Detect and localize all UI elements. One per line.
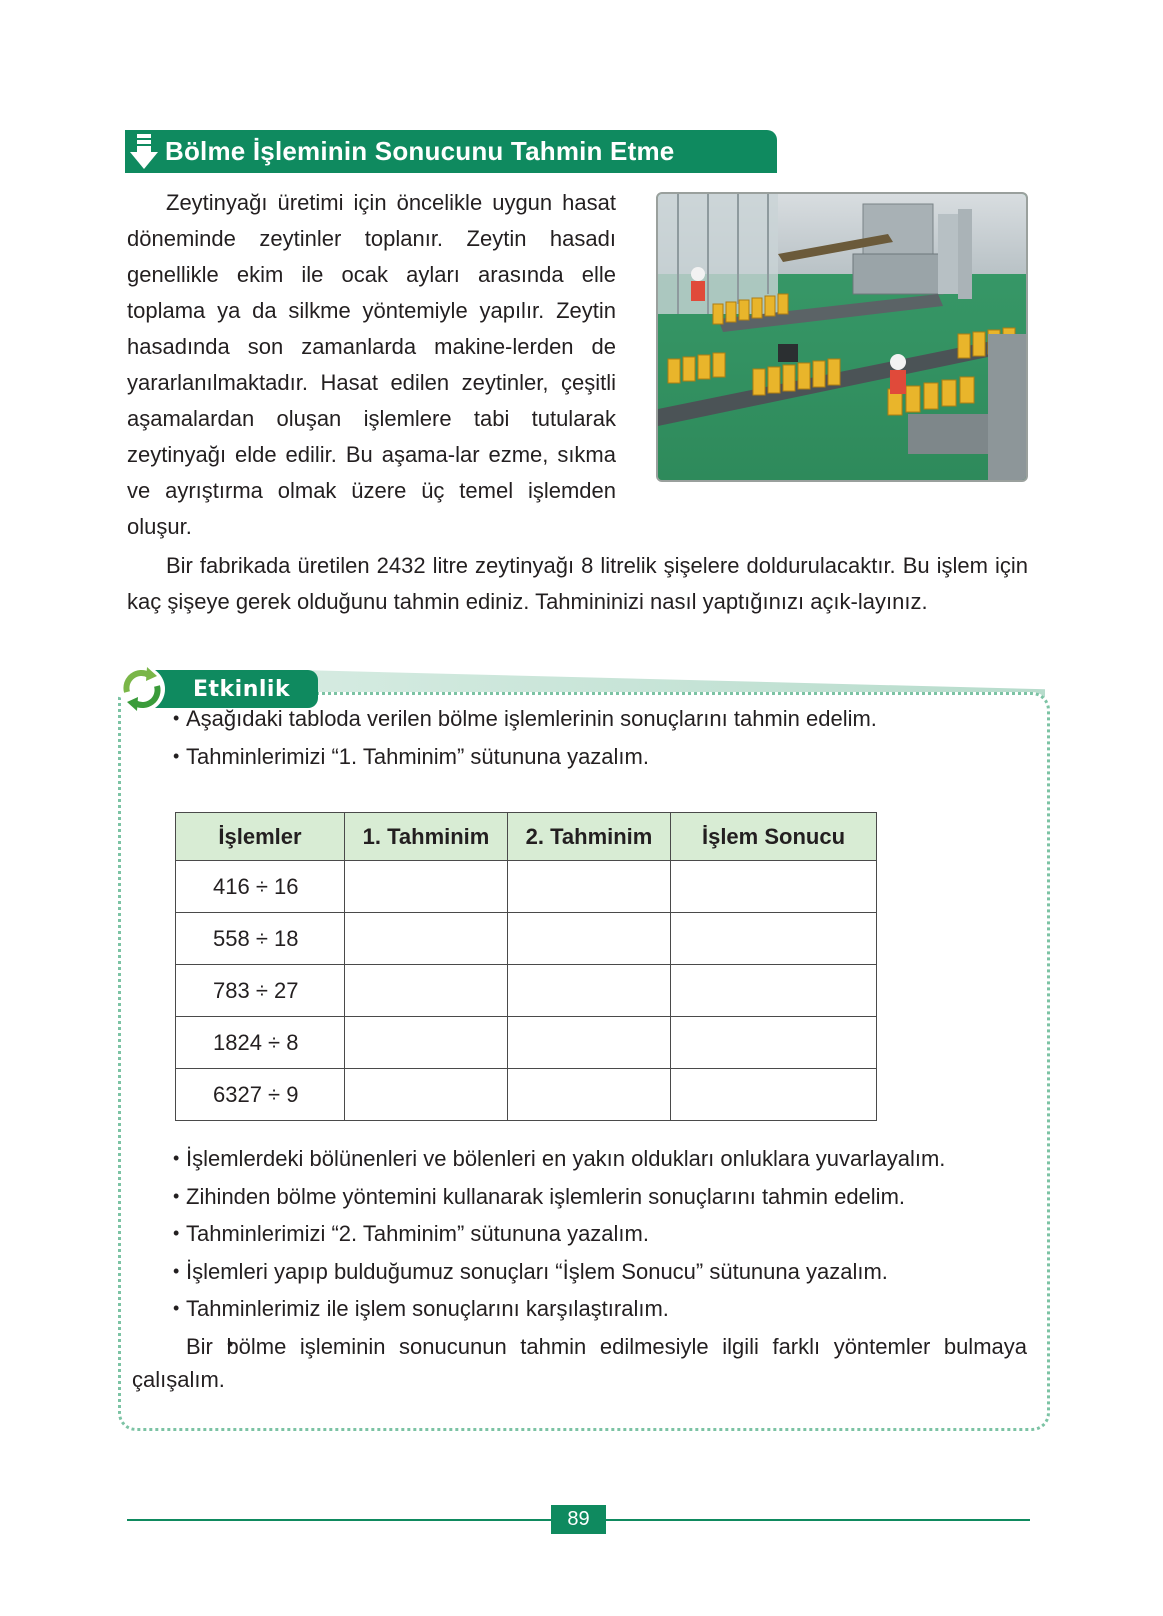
list-item: • Bir bölme işleminin sonucunun tahmin edilmesiyle ilgili farklı yöntemler bulmaya çalışalım.	[132, 1328, 1027, 1396]
footer-line-right	[606, 1519, 1030, 1521]
list-item: • Tahminlerimizi “1. Tahminim” sütununa yazalım.	[132, 738, 1032, 776]
estimate-2-cell[interactable]	[508, 1069, 671, 1121]
estimate-1-cell[interactable]	[345, 965, 508, 1017]
table-row	[176, 1017, 877, 1069]
table-header: 2. Tahminim	[508, 813, 671, 861]
estimate-1-cell[interactable]	[345, 861, 508, 913]
operation-cell: 783 ÷ 27	[176, 965, 345, 1017]
activity-bullets-bottom	[132, 1140, 1032, 1396]
list-item: • Tahminlerimiz ile işlem sonuçlarını karşılaştıralım.	[132, 1290, 1032, 1328]
intro-text: Zeytinyağı üretimi için öncelikle uygun hasat döneminde zeytinler toplanır. Zeytin hasadı genellikle ekim ile ocak ayları arasında elle toplama ya da silkme yöntemiyle yapılır. Zeytin hasadında son zamanlarda makine-lerden de yararlanılmaktadır. Hasat edilen zeytinler, çeşitli aşamalardan oluşan işlemlere tabi tutularak zeytinyağı elde edilir. Bu aşama-lar ezme, sıkma ve ayrıştırma olmak üzere üç temel işlemden oluşur.	[127, 190, 616, 539]
estimate-2-cell[interactable]	[508, 1017, 671, 1069]
estimate-2-cell[interactable]	[508, 913, 671, 965]
result-cell[interactable]	[671, 1017, 877, 1069]
table-row	[176, 913, 877, 965]
estimate-2-cell[interactable]	[508, 965, 671, 1017]
list-item: • İşlemlerdeki bölünenleri ve bölenleri en yakın oldukları onluklara yuvarlayalım.	[132, 1140, 1032, 1178]
result-cell[interactable]	[671, 861, 877, 913]
table-header-row	[176, 813, 877, 861]
down-arrow-icon	[125, 130, 163, 173]
estimate-1-cell[interactable]	[345, 1017, 508, 1069]
estimate-2-cell[interactable]	[508, 861, 671, 913]
estimate-1-cell[interactable]	[345, 913, 508, 965]
operation-cell: 1824 ÷ 8	[176, 1017, 345, 1069]
list-item: • Zihinden bölme yöntemini kullanarak işlemlerin sonuçlarını tahmin edelim.	[132, 1178, 1032, 1216]
operation-cell: 416 ÷ 16	[176, 861, 345, 913]
list-item: • İşlemleri yapıp bulduğumuz sonuçları “İşlem Sonucu” sütununa yazalım.	[132, 1253, 1032, 1291]
section-header	[125, 130, 777, 173]
table-header: İşlemler	[176, 813, 345, 861]
table-row	[176, 861, 877, 913]
list-item: • Tahminlerimizi “2. Tahminim” sütununa yazalım.	[132, 1215, 1032, 1253]
operations-table	[175, 812, 877, 1121]
operation-cell: 558 ÷ 18	[176, 913, 345, 965]
result-cell[interactable]	[671, 965, 877, 1017]
footer-line-left	[127, 1519, 551, 1521]
question-paragraph	[127, 548, 1028, 620]
result-cell[interactable]	[671, 913, 877, 965]
operation-cell: 6327 ÷ 9	[176, 1069, 345, 1121]
result-cell[interactable]	[671, 1069, 877, 1121]
table-header: 1. Tahminim	[345, 813, 508, 861]
question-text: Bir fabrikada üretilen 2432 litre zeytinyağı 8 litrelik şişelere doldurulacaktır. Bu işlem için kaç şişeye gerek olduğunu tahmin ediniz. Tahmininizi nasıl yaptığınızı açık-layınız.	[127, 553, 1028, 614]
page-number: 89	[551, 1505, 606, 1534]
activity-label: Etkinlik	[193, 676, 291, 702]
table-header: İşlem Sonucu	[671, 813, 877, 861]
estimate-1-cell[interactable]	[345, 1069, 508, 1121]
list-item: • Aşağıdaki tabloda verilen bölme işlemlerinin sonuçlarını tahmin edelim.	[132, 700, 1032, 738]
factory-photo	[656, 192, 1028, 482]
table-row	[176, 1069, 877, 1121]
intro-paragraph	[127, 185, 616, 545]
activity-bullets-top	[132, 700, 1032, 775]
table-row	[176, 965, 877, 1017]
section-title: Bölme İşleminin Sonucunu Tahmin Etme	[165, 136, 675, 166]
